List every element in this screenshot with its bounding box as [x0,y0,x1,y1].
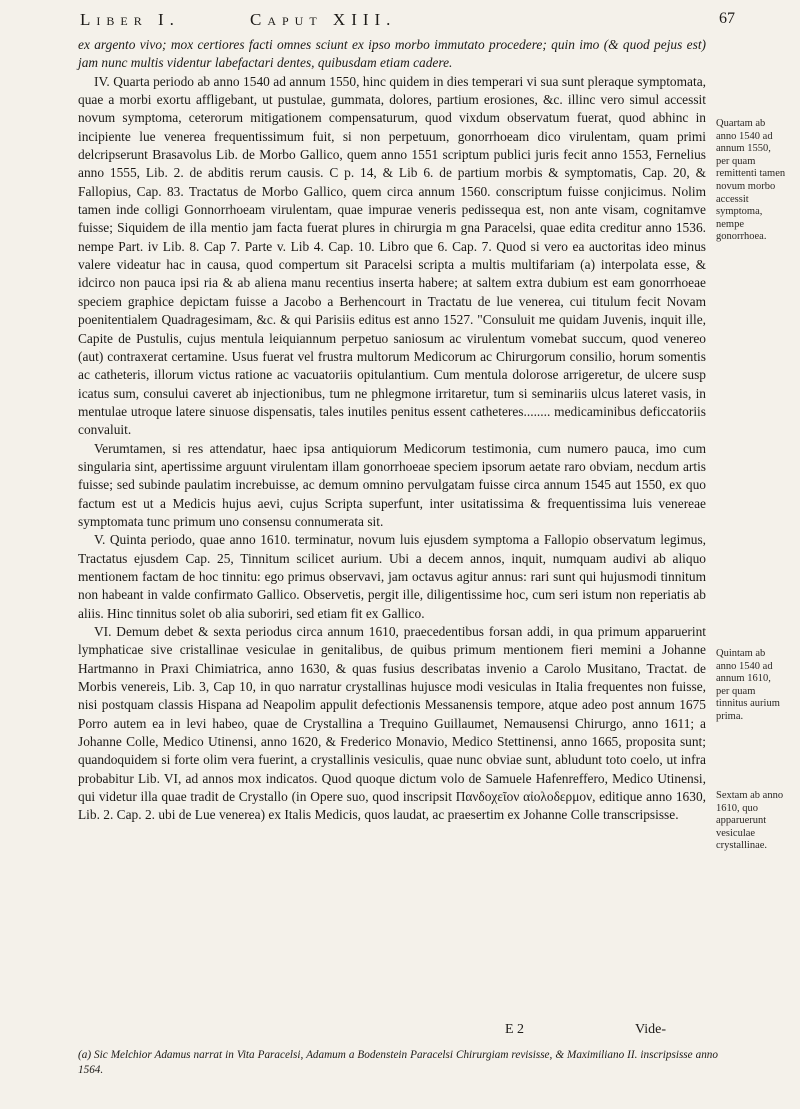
running-header [80,8,735,34]
margin-note-quinta: Quintam ab anno 1540 ad annum 1610, per quam tinnitus aurium prima. [716,648,780,722]
paragraph-quarta-periodo: IV. Quarta periodo ab anno 1540 ad annum 1550, hinc quidem in dies temperari vi sua sunt pleraque symptomata, quae a morbi exortu affligebant, ut pustulae, gummata, dolores, partium erosiones, &c. illinc vero simul accessit novum symptoma, ceterorum mitigationem compensaturum, quod vixdum observatum fuerat, quod abhinc in incipiente lue venerea frequentissimum fuit, si non perpetuum, gonorrhoeam dico virulentam, quam primi delcripserunt Brasavolus Lib. de Morbo Gallico, quem anno 1551 scriptum publici juris fecit anno 1553, Fernelius anno 1555, Lib. 2. de abditis rerum causis. C p. 14, & Lib 6. de partium morbis & symptomatis, Cap. 20, & Fallopius, Cap. 83. Tractatus de Morbo Gallico, quem circa annum 1560. conscriptum fuisse conjicimus. Nolim tamen inde colligi Gonnorrhoeam virulentam, quae impurae veneris pedissequa est, non ante visam, cognitamve fuisse; Siquidem de illa mentio jam facta fuerat plures in chirurgia m gna Paracelsi, quae edita creditur anno 1536. nempe Part. iv Lib. 8. Cap 7. Parte v. Lib 4. Cap. 10. Libro que 6. Cap. 7. Quod si vero ea auctoritas ideo minus valere videatur hac in causa, quod compertum sit Paracelsi scripta a multis multifariam (a) interpolata esse, & idcirco non pauca ipsi ria & ab aliena manu recentius inserta habere; at saltem extra dubium est eam gonorrhoeae speciem graphice depictam fuisse a Jacobo a Berhencourt in Tractatu de lue venerea, cui titulum fecit Novam poenitentialem Quadragesimam, &c. & qui Parisiis editus est anno 1527. "Consuluit me quidam Juvenis, inquit ille, Capite de Pustulis, cujus mentula leiquiannum perpetuo saniosum ac virulentum vomebat succum, quod venereo (aut) contraxerat certamine. Usus fuerat vel frustra multorum Medicorum ac Chirurgorum consilio, horum somentis ac catheteris, illorum victus ratione ac vacuatoriis opitulantium. Cum mentula dolorose arrigeretur, de ulcere susp icatus sum, consului caveret ab injectionibus, tum ne phlegmone irritaretur, tum si seminariis ulcus lateret vasis, in mentulae utroque latere sinuose dispensatis, tales inutiles penitus essent catheteres........ medicaminibus deficcatoriis convaluit. [78,73,706,438]
margin-note-quarta: Quartam ab anno 1540 ad annum 1550, per quam remittenti tamen novum morbo accessit symptoma, nempe gonorrhoea. [716,118,786,243]
paragraph-sexta-periodo: VI. Demum debet & sexta periodus circa annum 1610, praecedentibus forsan addi, in qua primum apparuerint lymphaticae sive cristallinae vesiculae in genitalibus, de quibus primum mentionem fieri memini a Johanne Hartmanno in Praxi Chimiatrica, anno 1630, & quas fusius describatas invenio a Carolo Musitano, Tractat. de Morbis venereis, Lib. 3, Cap 10, in quo narratur crystallinas hujusce modi vesiculas in Italia frequentes non fuisse, nisi postquam classis Hispana ad Neapolim appulit defectionis Messanensis tempore, atque adeo post annum 1675 Porro autem ea in levi habeo, quae de Crystallina a Trequino Guillaumet, Nemausensi Chirurgo, anno 1611; a Johanne Colle, Medico Utinensi, anno 1620, & Frederico Monavio, Medico Stettinensi, anno 1665, proposita sunt; quandoquidem si forte olim vera fuerint, a crystallinis vesiculis, quae nunc obviae sunt, abludunt toto coelo, ut infra probabitur Lib. VI, ad annos mox indicatos. Quod quoque dictum volo de Samuele Hafenreffero, Medico Utinensi, qui videtur illa quae tradit de Crystallo (in Opere suo, quod inscripsit Πανδοχεῖον αἰολοδερμον, editique anno 1630, Lib. 2. Cap. 2. ubi de Lue venerea) ex Italis Medicis, quos laudat, ac praesertim ex Johanne Colle transcripsisse. [78,624,706,823]
footnote: (a) Sic Melchior Adamus narrat in Vita Paracelsi, Adamum a Bodenstein Paracelsi Chirurgiam revisisse, & Maximiliano II. inscripsisse anno 1564. [78,1049,718,1076]
paragraph-continuation: ex argento vivo; mox certiores facti omnes sciunt ex ipso morbo immutato procedere; quin imo (& quod pejus est) jam nunc multis videntur labefactari dentes, quibusdam etiam cadere. [78,37,706,71]
main-text [78,36,706,825]
page-number: 67 [719,10,735,27]
margin-note-sexta: Sextam ab anno 1610, quo apparuerunt vesiculae crystallinae. [716,790,784,852]
paragraph-verumtamen: Verumtamen, si res attendatur, haec ipsa antiquiorum Medicorum testimonia, cum numero paucа, imo cum singularia sint, apertissime arguunt virulentam illam gonorrhoeae speciem ipsorum aetate raro obviam, necdum artis fuisse; sed subinde paulatim increbuisse, ac demum omnino pervulgatam fuisse circa annum 1545 aut 1550, ex quo factum est ut a Medicis hujus aevi, cujus Scripta superfunt, inter usitatissima & frequentissima luis venereae symptomata tunc primum uno consensu connumerata sit. [78,440,706,529]
header-chapter: Caput XIII. [250,10,397,29]
signature-mark: E 2 [505,1022,525,1037]
header-book: Liber I. [80,10,180,29]
paragraph-quinta-periodo: V. Quinta periodo, quae anno 1610. terminatur, novum luis ejusdem symptoma a Fallopio observatum legimus, Tractatus ejusdem Cap. 25, Tinnitum scilicet aurium. Ubi a decem annos, inquit, numquam audivi ab aliquo mentionem factam de hoc tinnitu: ego primus observavi, jam octavus agitur annus: rari sunt qui hujusmodi tinnitum non habeant in valde confirmato Gallico. Observetis, pergit ille, diligentissime hoc, cum seri istum non reperiatis ab aliis. Hinc tinnitus solet ob alia suboriri, sed etiam fit ex Gallico. [78,532,706,621]
catchword: Vide- [635,1022,667,1037]
